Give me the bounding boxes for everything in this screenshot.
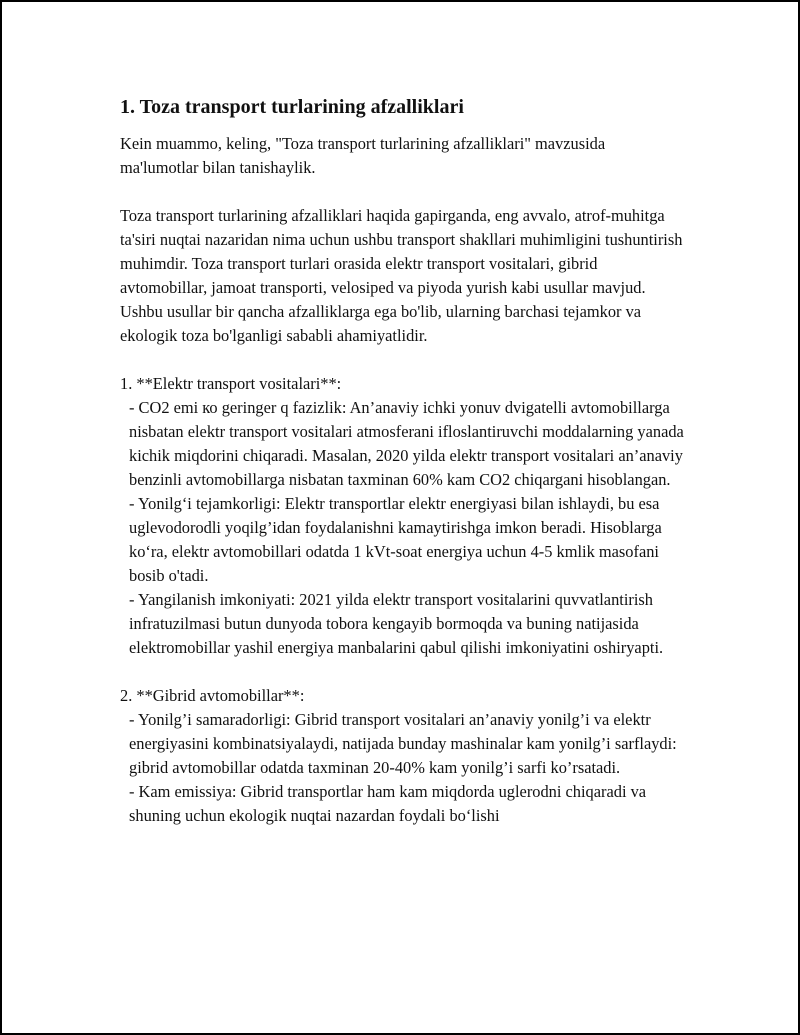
section-title-hybrid: 2. **Gibrid avtomobillar**:	[120, 686, 305, 705]
point-fuel-saving: - Yonilg‘i tejamkorligi: Elektr transportlar elektr energiyasi bilan ishlaydi, bu esa uglevodorodli yoqilg’idan foydalanishni kamaytirishga imkon beradi. Hisoblarga ko‘ra, elektr avtomobillari odatda 1 kVt-soat energiya uchun 4-5 kmlik masofani bosib o'tadi.	[129, 494, 662, 585]
document-heading: 1. Toza transport turlarining afzalliklari	[120, 96, 464, 118]
point-low-emission: - Kam emissiya: Gibrid transportlar ham kam miqdorda uglerodni chiqaradi va shuning uchun ekologik nuqtai nazardan foydali bo‘lishi	[129, 782, 647, 825]
point-fuel-efficiency: - Yonilg’i samaradorligi: Gibrid transport vositalari an’anaviy yonilg’i va elektr energiyasini kombinatsiyalaydi, natijada bunday mashinalar kam yonilg’i sarflaydi: gibrid avtomobillar odatda taxminan 20-40% kam yonilg’i sarfi ko’rsatadi.	[129, 710, 677, 777]
point-co2-emissions: - CO2 emi ко geringer q fazizlik: An’anaviy ichki yonuv dvigatelli avtomobillarga nisbatan elektr transport vositalari atmosferani ifloslantiruvchi moddalarning yanada kichik miqdorini chiqaradi. Masalan, 2020 yilda elektr transport vositalari an’anaviy benzinli avtomobillarga nisbatan taxminan 60% kam CO2 chiqargani hisoblangan.	[129, 398, 684, 489]
point-renewal-opportunity: - Yangilanish imkoniyati: 2021 yilda elektr transport vositalarini quvvatlantirish infratuzilmasi butun dunyoda tobora kengayib bormoqda va buning natijasida elektromobillar yashil energiya manbalarini qabul qilishi imkoniyatini oshiryapti.	[129, 590, 664, 657]
paragraph-spacer	[120, 180, 686, 204]
paragraph-spacer	[120, 660, 686, 684]
document-body	[120, 94, 686, 828]
overview-paragraph: Toza transport turlarining afzalliklari haqida gapirganda, eng avvalo, atrof-muhitga ta'siri nuqtai nazaridan nima uchun ushbu transport shakllari muhimligini tushuntirish muhimdir. Toza transport turlari orasida elektr transport vositalari, gibrid avtomobillar, jamoat transporti, velosiped va piyoda yurish kabi usullar mavjud. Ushbu usullar bir qancha afzalliklarga ega bo'lib, ularning barchasi tejamkor va ekologik toza bo'lganligi sababli ahamiyatlidir.	[120, 206, 683, 345]
paragraph-spacer	[120, 348, 686, 372]
intro-paragraph: Kein muammo, keling, "Toza transport turlarining afzalliklari" mavzusida ma'lumotlar bilan tanishaylik.	[120, 134, 606, 177]
section-title-electric: 1. **Elektr transport vositalari**:	[120, 374, 342, 393]
